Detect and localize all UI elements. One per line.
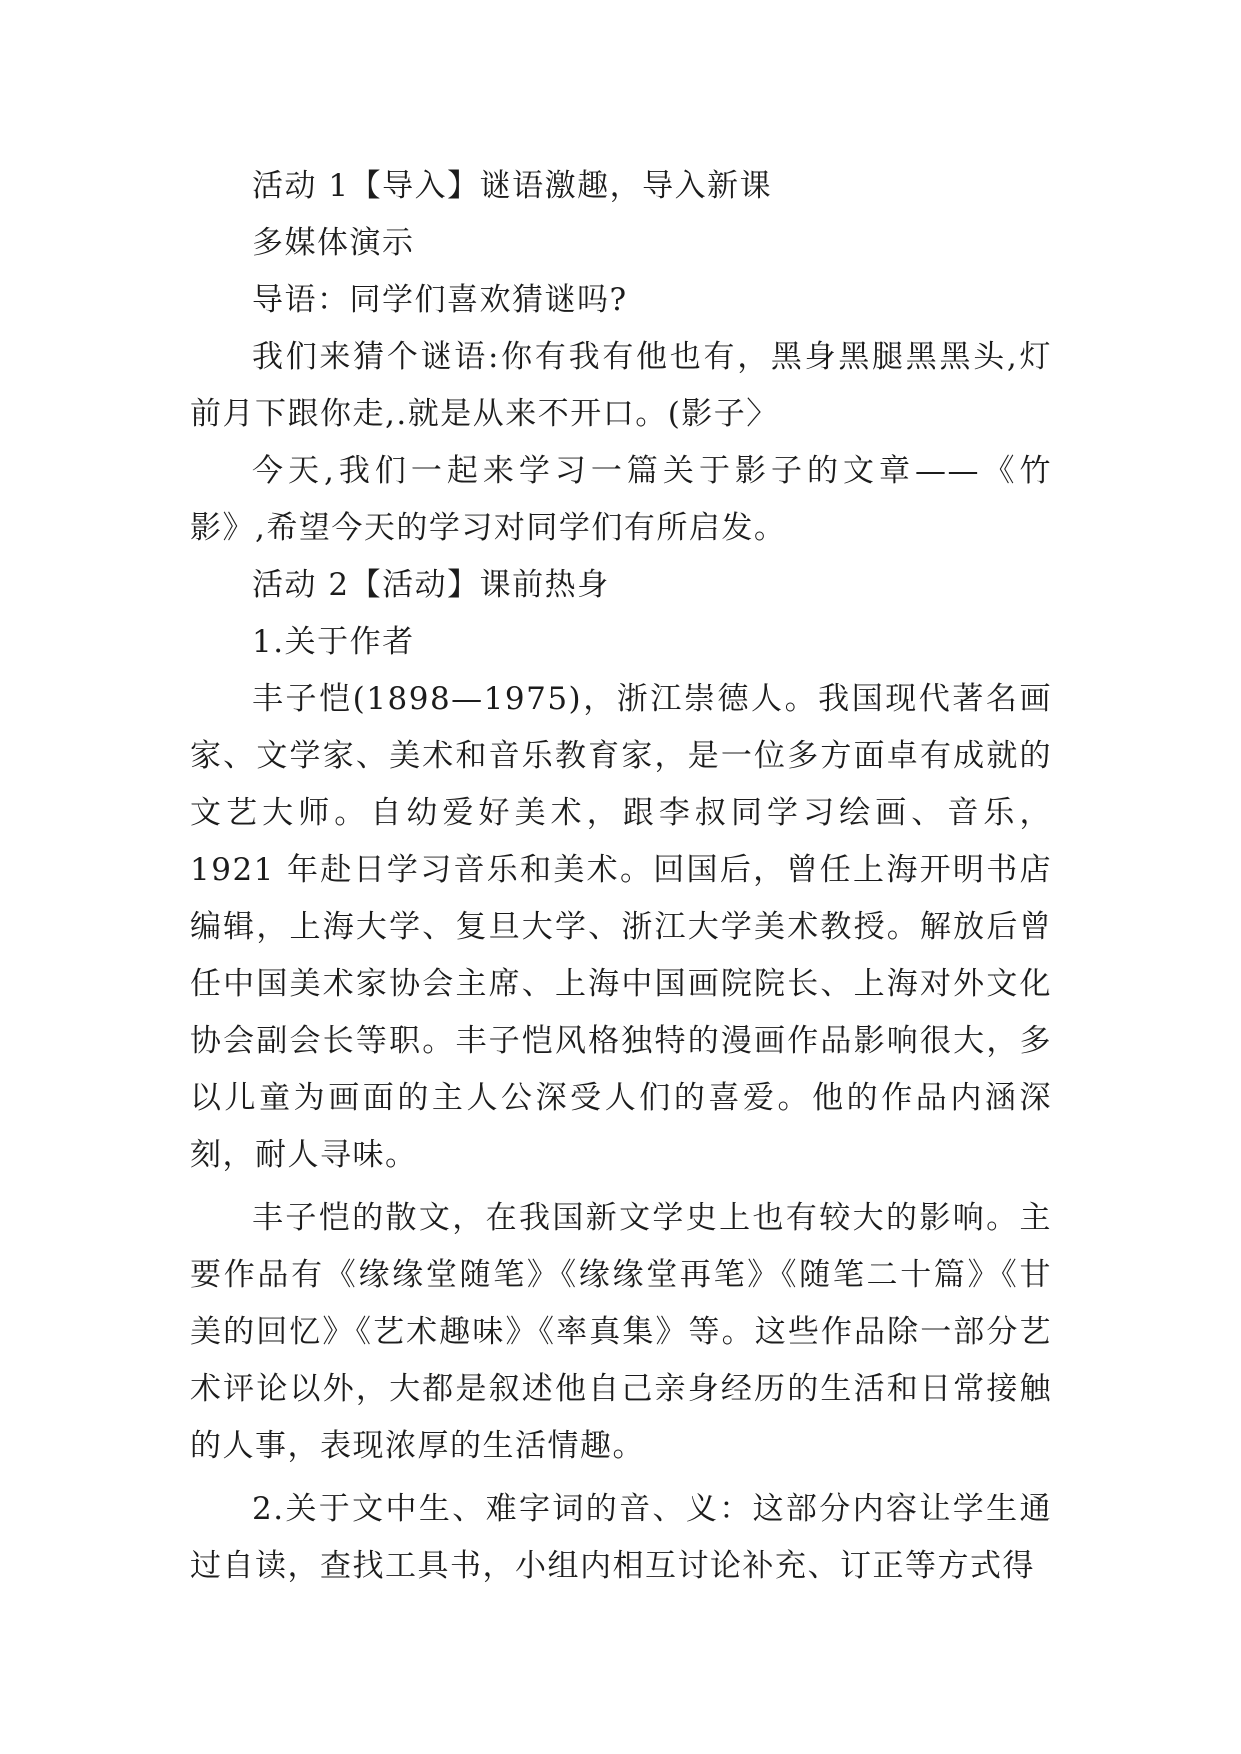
section-about-author: 1.关于作者 (252, 624, 415, 660)
paragraph-intro-question: 导语：同学们喜欢猜谜吗? (252, 282, 628, 318)
paragraph-riddle: 我们来猜个谜语:你有我有他也有，黑身黑腿黑黑头,灯前月下跟你走,.就是从来不开口。(影子〉 (190, 339, 1052, 432)
section-vocabulary: 2.关于文中生、难字词的音、义：这部分内容让学生通过自读，查找工具书，小组内相互讨论补充、订正等方式得 (190, 1491, 1052, 1584)
paragraph-author-works: 丰子恺的散文，在我国新文学史上也有较大的影响。主要作品有《缘缘堂随笔》《缘缘堂再笔》《随笔二十篇》《甘美的回忆》《艺术趣味》《率真集》等。这些作品除一部分艺术评论以外，大都是叙述他自己亲身经历的生活和日常接触的人事，表现浓厚的生活情趣。 (190, 1200, 1052, 1464)
activity-1-heading: 活动 1【导入】谜语激趣，导入新课 (252, 168, 773, 204)
paragraph-lesson-intro: 今天,我们一起来学习一篇关于影子的文章——《竹影》,希望今天的学习对同学们有所启发。 (190, 453, 1052, 546)
document-body (190, 158, 1052, 1595)
paragraph-multimedia: 多媒体演示 (252, 225, 415, 261)
activity-2-heading: 活动 2【活动】课前热身 (252, 567, 610, 603)
paragraph-author-bio: 丰子恺(1898—1975)，浙江崇德人。我国现代著名画家、文学家、美术和音乐教育家，是一位多方面卓有成就的文艺大师。自幼爱好美术，跟李叔同学习绘画、音乐，1921 年赴日学习音乐和美术。回国后，曾任上海开明书店编辑，上海大学、复旦大学、浙江大学美术教授。解放后曾任中国美术家协会主席、上海中国画院院长、上海对外文化协会副会长等职。丰子恺风格独特的漫画作品影响很大，多以儿童为画面的主人公深受人们的喜爱。他的作品内涵深刻，耐人寻味。 (190, 681, 1052, 1173)
